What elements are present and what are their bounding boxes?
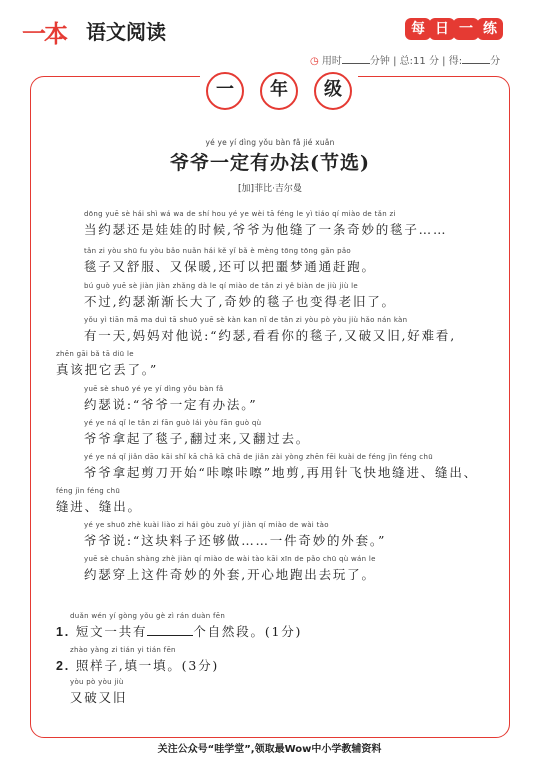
- hanzi-row: 爷爷拿起了毯子,翻过来,又翻过去。: [84, 431, 311, 446]
- question-1: [56, 612, 302, 640]
- title-pinyin: yé ye yí dìng yǒu bàn fǎ jié xuǎn: [205, 138, 335, 147]
- pinyin-row: yé ye ná qǐ le tǎn zi fān guò lái yòu fān guò qù: [84, 419, 262, 427]
- score-input[interactable]: [462, 54, 490, 64]
- time-label: 用时: [321, 56, 342, 67]
- text-line: [84, 316, 456, 344]
- text-line: [84, 453, 478, 481]
- hanzi-row: 有一天,妈妈对他说:“约瑟,看看你的毯子,又破又旧,好难看,: [84, 328, 456, 343]
- question-2: [56, 646, 219, 674]
- pinyin-row: yòu pò yòu jiù: [70, 678, 124, 686]
- question-text: 短文一共有: [75, 624, 148, 639]
- pinyin-row: féng jìn féng chū: [56, 487, 121, 495]
- time-unit: 分钟: [369, 56, 390, 67]
- brand-logo: 一本: [22, 19, 66, 48]
- pinyin-row: yé ye shuō zhè kuài liào zi hái gòu zuò yí jiàn qí miào de wài tào: [84, 521, 329, 529]
- pinyin-row: yé ye ná qǐ jiǎn dāo kāi shǐ kā chā kā chā de jiǎn zài yòng zhēn fēi kuài de féng jìn féng chū: [84, 453, 433, 461]
- hanzi-row: 约瑟说:“爷爷一定有办法。”: [84, 397, 258, 412]
- daily-char: 练: [477, 18, 503, 40]
- pinyin-row: duǎn wén yí gòng yǒu gè zì rán duàn fēn: [70, 612, 226, 620]
- text-line: [84, 210, 447, 238]
- total-score: 总:11 分: [399, 56, 439, 67]
- pinyin-row: bú guò yuē sè jiàn jiàn zhǎng dà le qí miào de tǎn zi yě biàn de jiù jiù le: [84, 282, 358, 290]
- grade-badge: [200, 72, 358, 110]
- text-line: [84, 419, 310, 447]
- pinyin-row: yuē sè shuō yé ye yí dìng yǒu bàn fǎ: [84, 385, 224, 393]
- daily-char: 一: [453, 18, 479, 40]
- brand: [22, 14, 182, 48]
- footer-note: 关注公众号“哇学堂”,领取最Wow中小学教辅资料: [157, 744, 382, 755]
- article-author: [加]菲比·吉尔曼: [238, 184, 302, 194]
- text-line: [56, 350, 158, 378]
- hanzi-row: 爷爷拿起剪刀开始“咔嚓咔嚓”地剪,再用针飞快地缝进、缝出、: [84, 465, 478, 480]
- hanzi-row: 爷爷说:“这块料子还够做……一件奇妙的外套。”: [84, 533, 387, 548]
- grade-char: 级: [314, 72, 352, 110]
- question-text: 照样子,填一填。(3分): [75, 658, 220, 673]
- answer-blank[interactable]: [147, 625, 193, 636]
- question-number: 1.: [56, 625, 71, 639]
- question-number: 2.: [56, 659, 71, 673]
- article-title: 爷爷一定有办法(节选): [170, 152, 370, 174]
- hanzi-row: 当约瑟还是娃娃的时候,爷爷为他缝了一条奇妙的毯子……: [84, 222, 448, 237]
- text-line: [84, 282, 396, 310]
- text-line: [84, 521, 386, 549]
- grade-char: 年: [260, 72, 298, 110]
- daily-practice-badge: [407, 18, 503, 40]
- question-text-tail: 个自然段。(1分): [193, 624, 303, 639]
- pinyin-row: yǒu yì tiān mā ma duì tā shuō yuē sè kàn kan nǐ de tǎn zi yòu pò yòu jiù hǎo nán kàn: [84, 316, 408, 324]
- hanzi-row: 真该把它丢了。”: [56, 362, 159, 377]
- pinyin-row: dōng yuē sè hái shì wá wa de shí hou yé ye wèi tā féng le yì tiáo qí miào de tǎn zi: [84, 210, 396, 218]
- clock-icon: ◷: [310, 56, 319, 67]
- text-line: [84, 555, 376, 583]
- daily-char: 日: [429, 18, 455, 40]
- score-unit: 分: [490, 56, 501, 67]
- text-line: [56, 487, 142, 515]
- hanzi-row: 毯子又舒服、又保暖,还可以把噩梦通通赶跑。: [84, 259, 376, 274]
- text-line: [84, 247, 376, 275]
- score-label: 得:: [448, 56, 463, 67]
- hanzi-row: 缝进、缝出。: [56, 499, 142, 514]
- pinyin-row: yuē sè chuān shàng zhè jiàn qí miào de wài tào kāi xīn de pǎo chū qù wán le: [84, 555, 376, 563]
- stats-bar: ◷ 用时 分钟 | 总:11 分 | 得: 分: [310, 56, 501, 67]
- example-phrase: [70, 678, 127, 706]
- pinyin-row: zhào yàng zi tián yi tián fēn: [70, 646, 176, 654]
- brand-title: 语文阅读: [86, 20, 166, 44]
- pinyin-row: zhēn gāi bǎ tā diū le: [56, 350, 134, 358]
- hanzi-row: 约瑟穿上这件奇妙的外套,开心地跑出去玩了。: [84, 567, 376, 582]
- grade-char: 一: [206, 72, 244, 110]
- hanzi-row: 不过,约瑟渐渐长大了,奇妙的毯子也变得老旧了。: [84, 294, 396, 309]
- pinyin-row: tǎn zi yòu shū fu yòu bǎo nuǎn hái kě yǐ bǎ è mèng tōng tōng gǎn pǎo: [84, 247, 351, 255]
- time-input[interactable]: [342, 54, 370, 64]
- hanzi-row: 又破又旧: [70, 690, 128, 705]
- text-line: [84, 385, 257, 413]
- daily-char: 每: [405, 18, 431, 40]
